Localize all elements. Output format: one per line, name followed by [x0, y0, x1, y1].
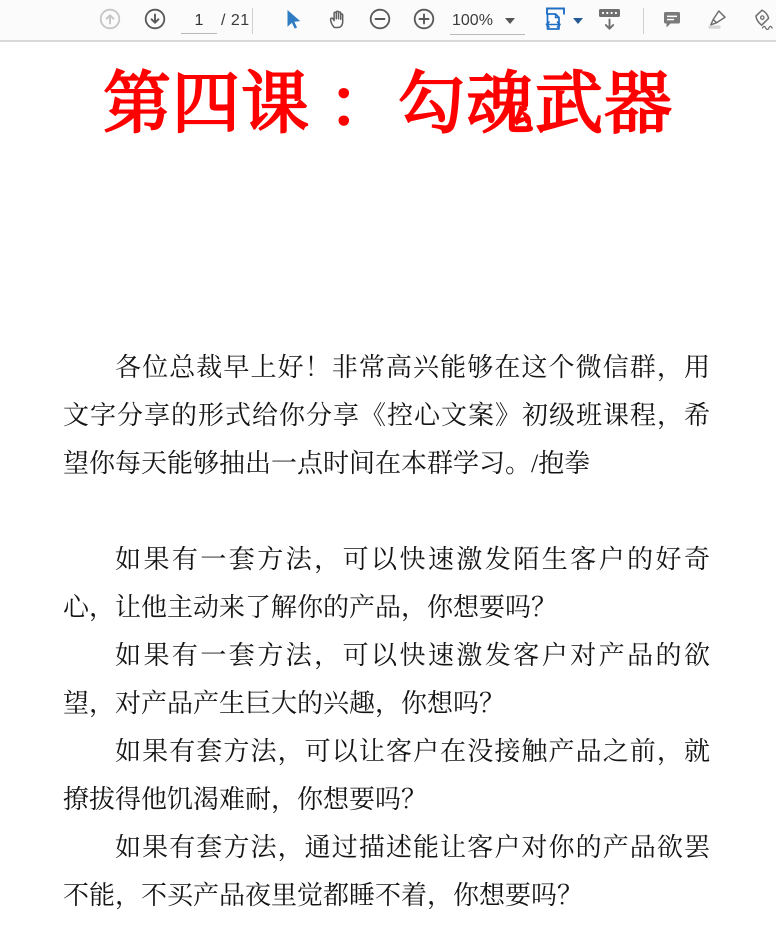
paragraph: 如果有套方法，通过描述能让客户对你的产品欲罢不能，不买产品夜里觉都睡不着，你想要吗？ — [63, 833, 710, 910]
zoom-level-dropdown[interactable] — [450, 0, 525, 42]
highlighter-pen-icon — [706, 8, 728, 35]
pdf-toolbar — [0, 0, 776, 42]
select-tool-button[interactable] — [281, 0, 303, 42]
speech-bubble-icon — [661, 8, 683, 35]
highlight-tool-button[interactable] — [706, 0, 728, 42]
page-fit-width-icon — [542, 5, 569, 37]
zoom-in-button[interactable] — [413, 0, 435, 42]
page-count-label: / 21 — [221, 12, 250, 29]
paragraph: 如果有套方法，可以让客户在没接触产品之前，就撩拔得他饥渴难耐，你想要吗？ — [63, 737, 710, 814]
page-number-field — [181, 0, 217, 42]
read-mode-button[interactable] — [597, 0, 622, 42]
toolbar-strip-down-arrow-icon — [597, 6, 622, 37]
fit-width-button[interactable] — [542, 0, 583, 42]
hand-icon — [326, 8, 348, 35]
paragraph: 如果有一套方法，可以快速激发陌生客户的好奇心，让他主动来了解你的产品，你想要吗？ — [63, 545, 710, 622]
chevron-down-icon — [573, 18, 583, 24]
page-count — [221, 0, 250, 42]
comment-tool-button[interactable] — [661, 0, 683, 42]
previous-page-button[interactable] — [99, 0, 121, 42]
paragraph: 如果有一套方法，可以快速激发客户对产品的欲望，对产品产生巨大的兴趣，你想吗？ — [63, 641, 710, 718]
toolbar-separator — [252, 8, 253, 34]
next-page-button[interactable] — [144, 0, 166, 42]
page-number-input[interactable] — [181, 8, 217, 34]
paragraph: 各位总裁早上好！非常高兴能够在这个微信群，用文字分享的形式给你分享《控心文案》初级班课程，希望你每天能够抽出一点时间在本群学习。/抱拳 — [63, 353, 710, 478]
chevron-down-icon — [505, 18, 515, 24]
zoom-level-value: 100% — [452, 11, 493, 29]
circle-minus-icon — [369, 8, 391, 35]
circle-arrow-down-icon — [144, 8, 166, 35]
zoom-out-button[interactable] — [369, 0, 391, 42]
document-body — [0, 344, 776, 920]
hand-tool-button[interactable] — [326, 0, 348, 42]
fill-sign-tool-button[interactable] — [749, 0, 775, 42]
circle-plus-icon — [413, 8, 435, 35]
circle-arrow-up-icon — [99, 8, 121, 35]
toolbar-separator — [643, 8, 644, 34]
pdf-page — [0, 66, 776, 945]
cursor-arrow-icon — [281, 8, 303, 35]
fountain-pen-nib-icon — [749, 8, 775, 35]
document-title: 第四课 ：勾魂武器 — [102, 66, 673, 142]
